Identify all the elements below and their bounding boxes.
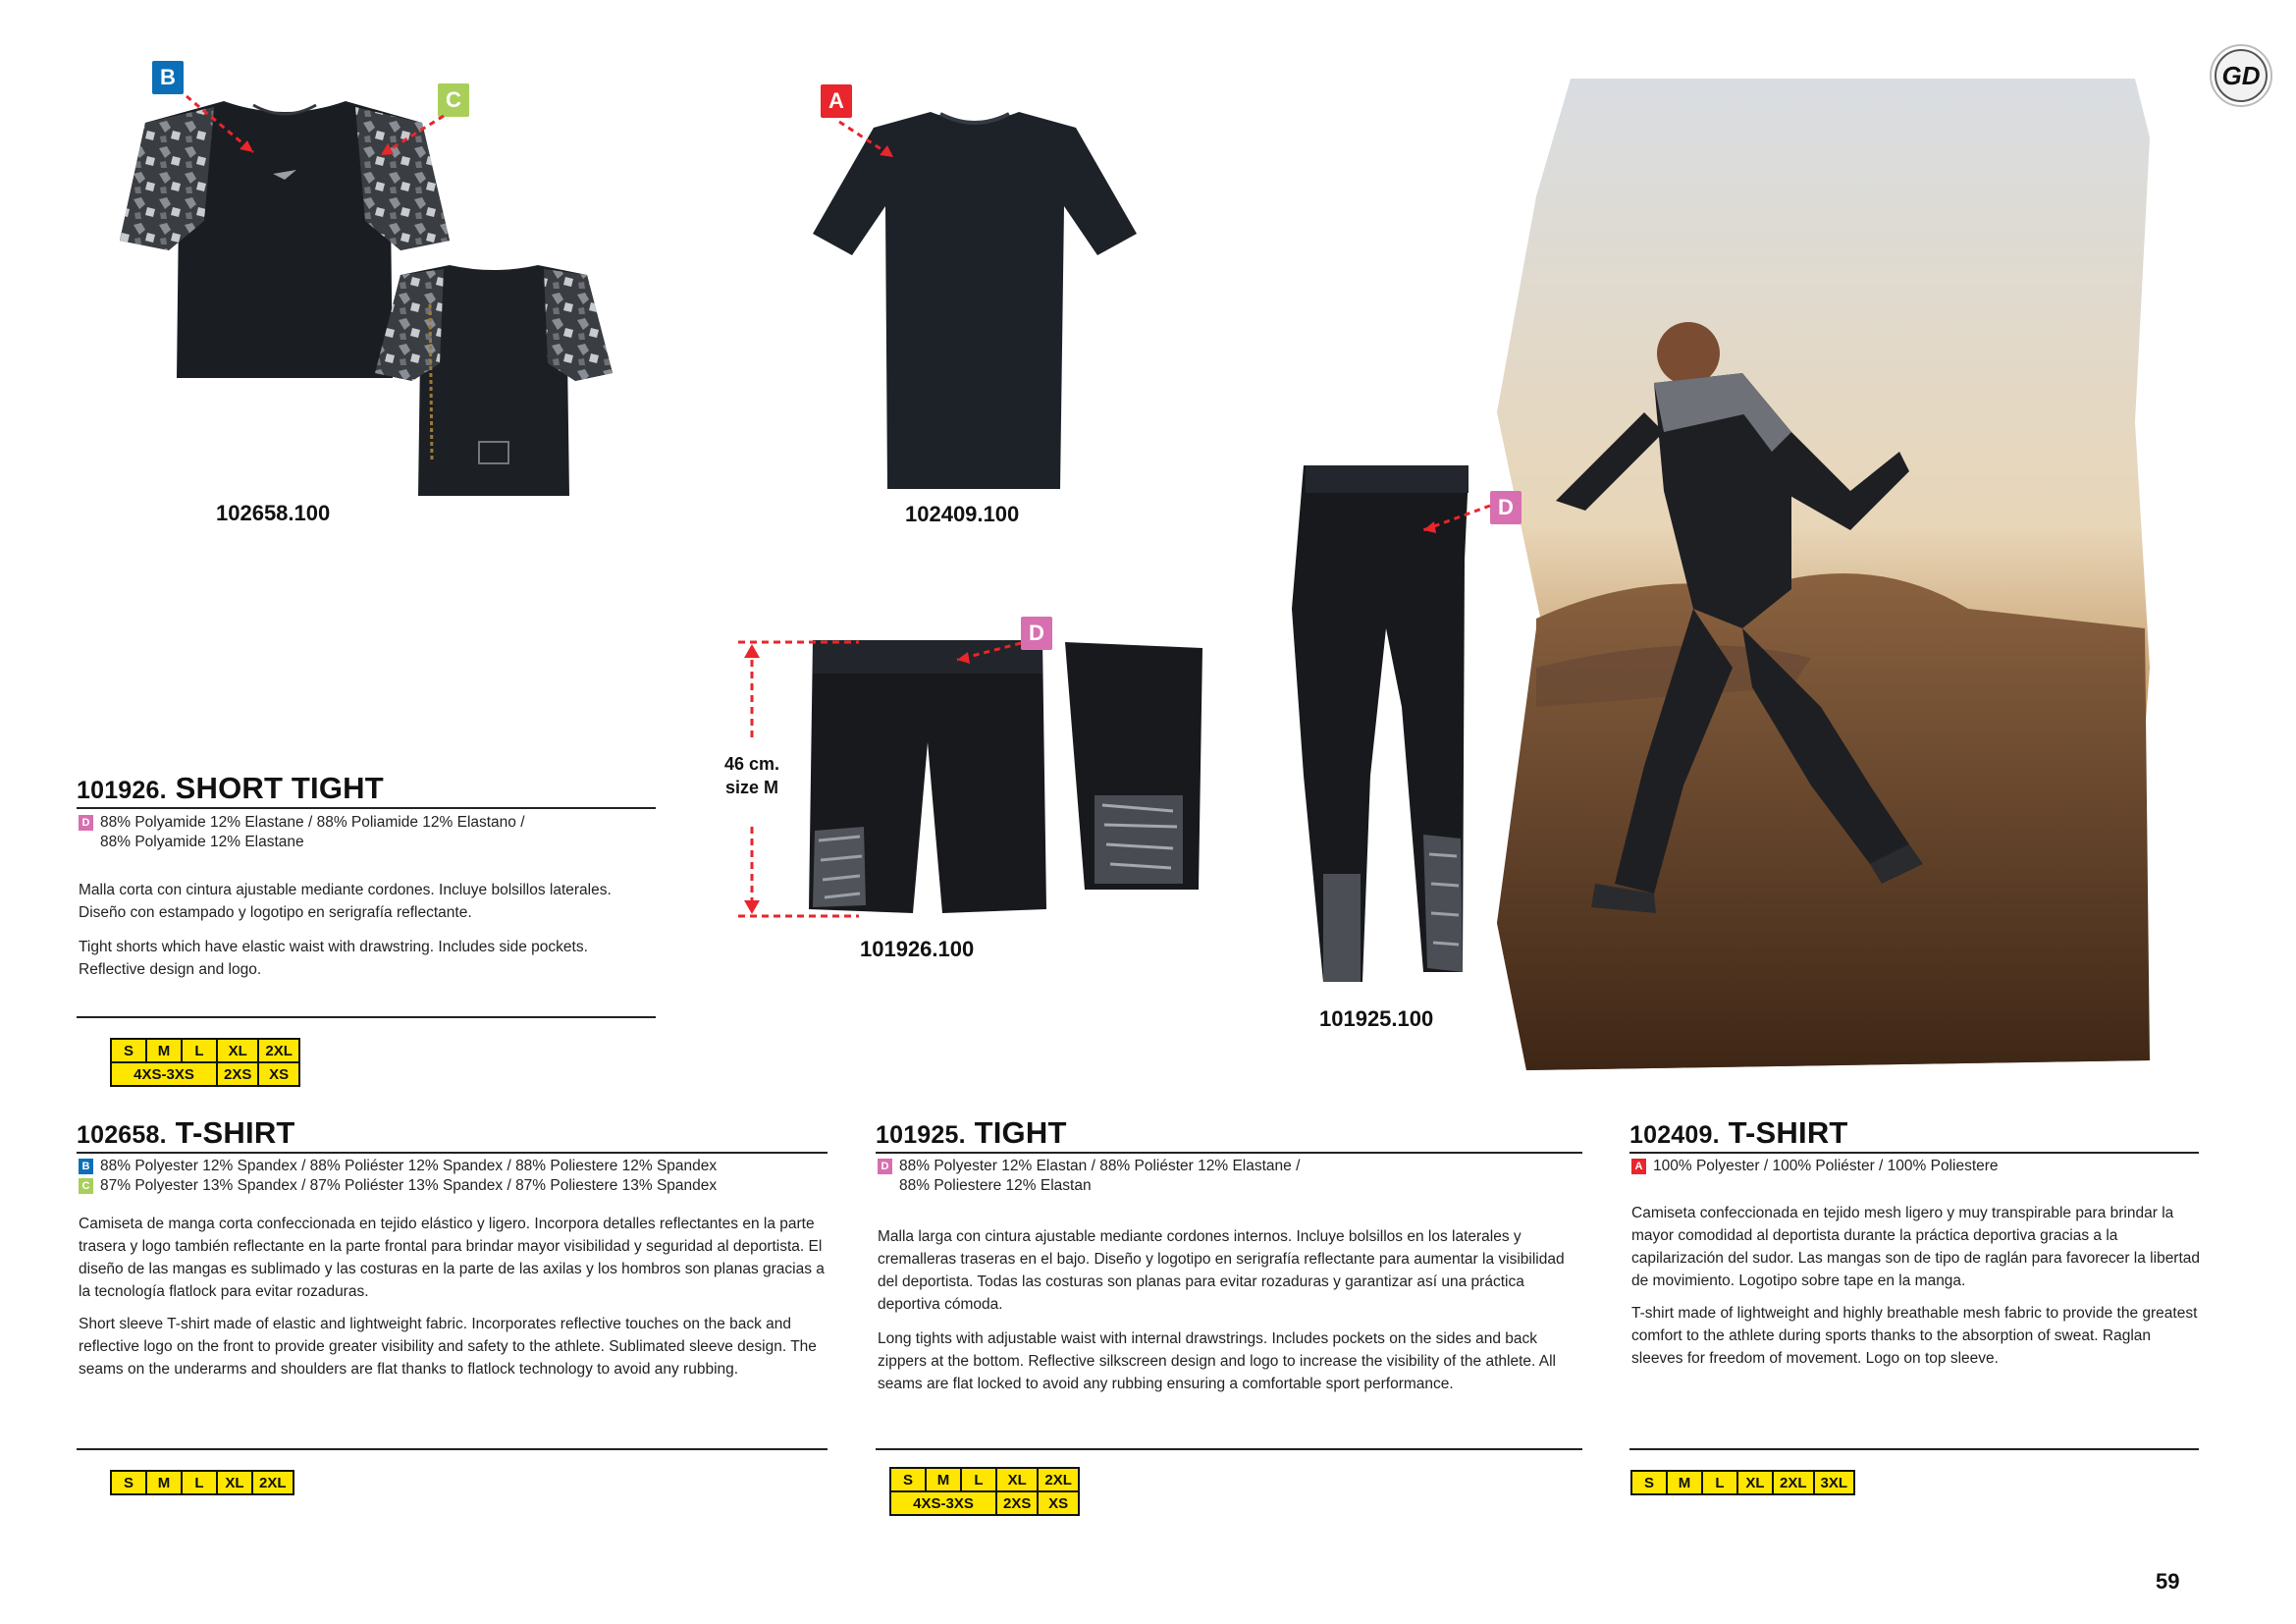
short-tight-size-table [110, 1038, 300, 1087]
size-cell: 2XL [252, 1471, 294, 1494]
tshirt-102409-name: T-SHIRT [1728, 1115, 1848, 1150]
tshirt-102658-code: 102658. [77, 1121, 167, 1149]
size-cell: M [146, 1039, 182, 1062]
tshirt-102409-size-table [1630, 1470, 1855, 1495]
callout-badge-d-tight: D [1490, 491, 1522, 524]
short-tight-rule-top [77, 807, 656, 809]
tight-101925-desc-en: Long tights with adjustable waist with internal drawstrings. Includes pockets on the sides and back zippers at the bottom. Reflective silkscreen design and logo to increase the visibility of the athlete. All seams are flat locked to avoid any rubbing ensuring a comfortable sport performance. [878, 1330, 1556, 1392]
short-tight-comp-tag: D [79, 815, 93, 831]
size-cell: M [146, 1471, 182, 1494]
tshirt-102658-comp-c: 87% Polyester 13% Spandex / 87% Poliéster 13% Spandex / 87% Poliestere 13% Spandex [100, 1177, 718, 1194]
tight-101925-composition [878, 1157, 1584, 1196]
tshirt-102409-description [1631, 1202, 2201, 1370]
tshirt-102409-composition [1631, 1157, 2201, 1176]
tshirt-102409-desc-es: Camiseta confeccionada en tejido mesh ligero y muy transpirable para brindar la mayor comodidad al deportista durante la práctica deportiva gracias a la capilarización del sudor. Las mangas son de tipo de raglán para favorecer la libertad de movimiento. Logotipo sobre tape en la manga. [1631, 1205, 2201, 1289]
tshirt-102409-code: 102409. [1629, 1121, 1720, 1149]
size-cell: XL [217, 1471, 252, 1494]
short-tight-code: 101926. [77, 777, 167, 804]
size-cell: L [182, 1039, 217, 1062]
tight-101925-rule-top [876, 1152, 1582, 1154]
tshirt-102658-desc-es: Camiseta de manga corta confeccionada en tejido elástico y ligero. Incorpora detalles reflectantes en la parte trasera y logo también reflectante en la parte frontal para brindar mayor visibilidad y seguridad al deportista. El diseño de las mangas es sublimado y las costuras en la parte de las axilas y los hombros son planas gracias a la tecnología flatlock para evitar rozaduras. [79, 1216, 825, 1300]
size-cell: 4XS-3XS [111, 1062, 217, 1086]
size-cell: S [890, 1468, 926, 1491]
short-tight-desc-en: Tight shorts which have elastic waist with drawstring. Includes side pockets. Reflective design and logo. [79, 939, 588, 978]
tshirt-102409-rule-bottom [1629, 1448, 2199, 1450]
short-tight-name: SHORT TIGHT [175, 771, 384, 805]
measurement-length: 46 cm. [723, 754, 780, 774]
size-cell: L [961, 1468, 996, 1491]
tshirt-102409-title [1629, 1115, 1848, 1151]
size-cell: L [1702, 1471, 1737, 1494]
callout-badge-d-short: D [1021, 617, 1052, 650]
size-cell: L [182, 1471, 217, 1494]
size-cell: 2XL [258, 1039, 299, 1062]
tight-101925-comp-line2: 88% Poliestere 12% Elastan [899, 1177, 1092, 1194]
size-cell: XL [996, 1468, 1038, 1491]
tshirt-102658-composition [79, 1157, 834, 1196]
short-tight-comp-line1: 88% Polyamide 12% Elastane / 88% Poliamide 12% Elastano / [100, 814, 525, 831]
tight-101925-comp-tag: D [878, 1159, 892, 1174]
size-cell: XS [1038, 1491, 1079, 1515]
tight-101925-rule-bottom [876, 1448, 1582, 1450]
size-cell: 2XS [996, 1491, 1038, 1515]
tight-101925-comp-line1: 88% Polyester 12% Elastan / 88% Poliéster 12% Elastane / [899, 1158, 1301, 1174]
tshirt-102658-description [79, 1213, 829, 1380]
photo-code-101925: 101925.100 [1319, 1006, 1434, 1031]
size-cell: M [926, 1468, 961, 1491]
tshirt-102658-size-table [110, 1470, 294, 1495]
callout-badge-b: B [152, 61, 184, 94]
short-tight-comp-line2: 88% Polyamide 12% Elastane [100, 834, 304, 850]
tight-101925-name: TIGHT [974, 1115, 1067, 1150]
size-cell: 4XS-3XS [890, 1491, 996, 1515]
tshirt-102658-title [77, 1115, 295, 1151]
tight-101925-description [878, 1225, 1584, 1395]
tshirt-102658-rule-bottom [77, 1448, 828, 1450]
short-tight-composition [79, 813, 667, 852]
tshirt-102658-desc-en: Short sleeve T-shirt made of elastic and lightweight fabric. Incorporates reflective touches on the back and reflective logo on the front to provide greater visibility and safety to the athlete. Sublimated sleeve design. The seams on the underarms and shoulders are flat thanks to flatlock technology to avoid any rubbing. [79, 1316, 817, 1378]
tshirt-102409-comp-tag: A [1631, 1159, 1646, 1174]
tshirt-102658-comp-b: 88% Polyester 12% Spandex / 88% Poliéster 12% Spandex / 88% Poliestere 12% Spandex [100, 1158, 718, 1174]
size-cell: 2XS [217, 1062, 258, 1086]
brand-logo-text: GD [2221, 61, 2261, 90]
tshirt-102658-comp-b-tag: B [79, 1159, 93, 1174]
tight-101925-title [876, 1115, 1067, 1151]
size-cell: XS [258, 1062, 299, 1086]
short-tight-rule-bottom [77, 1016, 656, 1018]
tshirt-102658-rule-top [77, 1152, 828, 1154]
tshirt-102658-comp-c-tag: C [79, 1178, 93, 1194]
size-cell: 2XL [1038, 1468, 1079, 1491]
tshirt-102658-name: T-SHIRT [175, 1115, 295, 1150]
size-cell: S [1631, 1471, 1667, 1494]
size-cell: S [111, 1039, 146, 1062]
size-cell: XL [1737, 1471, 1773, 1494]
tight-101925-size-table [889, 1467, 1080, 1516]
size-cell: M [1667, 1471, 1702, 1494]
tshirt-102409-rule-top [1629, 1152, 2199, 1154]
photo-code-102658: 102658.100 [216, 501, 331, 525]
tight-101925-desc-es: Malla larga con cintura ajustable mediante cordones internos. Incluye bolsillos en los laterales y cremalleras traseras en el bajo. Diseño y logotipo en serigrafía reflectante para aumentar la visibilidad del deportista. Todas las costuras son planas para evitar rozaduras y garantizar así una práctica deportiva cómoda. [878, 1228, 1565, 1313]
measurement-size: size M [724, 778, 779, 797]
callout-badge-a: A [821, 84, 852, 118]
measurement-label [693, 752, 811, 799]
callout-badge-c: C [438, 83, 469, 117]
tshirt-102409-comp: 100% Polyester / 100% Poliéster / 100% Poliestere [1653, 1158, 1999, 1174]
tight-101925-code: 101925. [876, 1121, 966, 1149]
size-cell: 3XL [1814, 1471, 1855, 1494]
size-cell: XL [217, 1039, 258, 1062]
size-cell: S [111, 1471, 146, 1494]
photo-code-101926: 101926.100 [860, 937, 975, 961]
photo-code-102409: 102409.100 [905, 502, 1020, 526]
page-number: 59 [2156, 1569, 2180, 1594]
size-cell: 2XL [1773, 1471, 1814, 1494]
short-tight-title [77, 771, 384, 806]
short-tight-description [79, 879, 658, 981]
tshirt-102409-desc-en: T-shirt made of lightweight and highly breathable mesh fabric to provide the greatest comfort to the athlete during sports thanks to the absorption of sweat. Raglan sleeves for freedom of movement. Logo on top sleeve. [1631, 1305, 2198, 1367]
short-tight-desc-es: Malla corta con cintura ajustable mediante cordones. Incluye bolsillos laterales. Diseño con estampado y logotipo en serigrafía reflectante. [79, 882, 612, 921]
